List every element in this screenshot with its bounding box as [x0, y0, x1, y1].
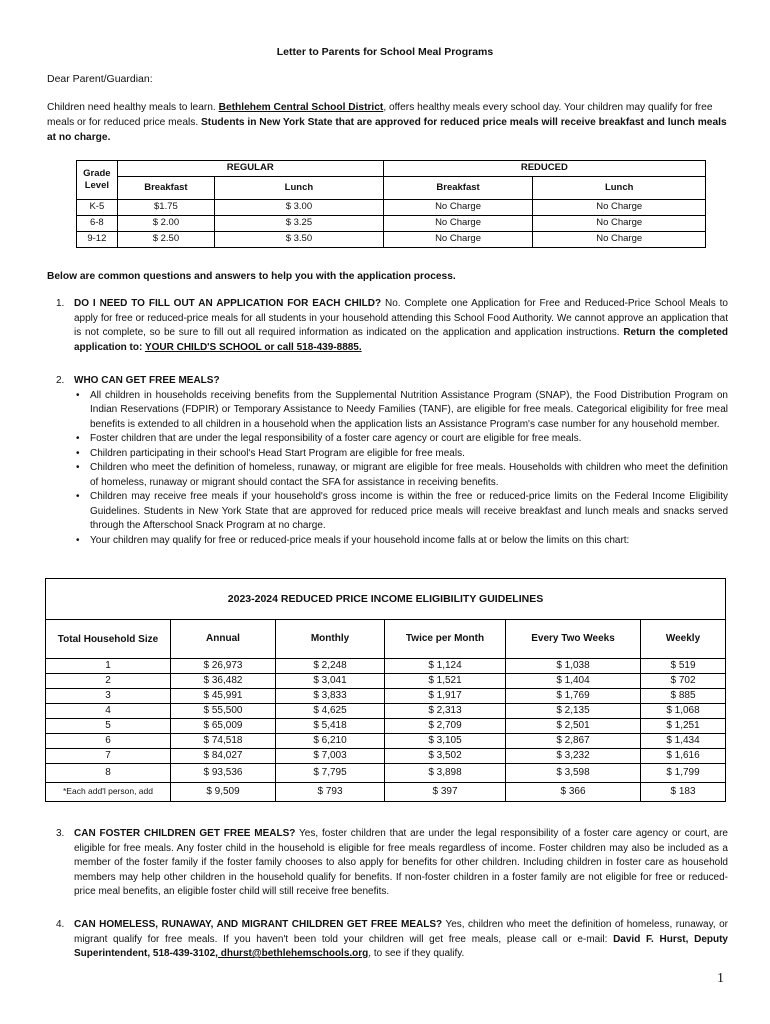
regular-breakfast-header: Breakfast	[117, 177, 214, 200]
column-header: Twice per Month	[385, 620, 506, 659]
column-header: Annual	[171, 620, 276, 659]
table-row	[46, 674, 726, 689]
regular-lunch-header: Lunch	[215, 177, 384, 200]
price-cell: No Charge	[533, 216, 706, 232]
table-cell: 4	[46, 704, 171, 719]
table-cell: $ 65,009	[171, 719, 276, 734]
intro-text-1: Children need healthy meals to learn.	[47, 102, 219, 113]
table-cell: $ 793	[276, 783, 385, 802]
answer-text: No. Complete one Application for Free and Reduced-Price School Meals to apply for free or reduced-price meals for all students in your household attending this School Food Authority. We cannot approve an application that is not complete, so be sure to fill out all required information as indicated on the application and application instructions.	[74, 298, 728, 338]
eligibility-title: 2023-2024 REDUCED PRICE INCOME ELIGIBILITY GUIDELINES	[46, 579, 726, 620]
table-cell: $ 2,135	[506, 704, 641, 719]
table-cell: $ 366	[506, 783, 641, 802]
regular-header: REGULAR	[117, 161, 383, 177]
price-cell: $ 2.00	[117, 216, 214, 232]
answer-text: Yes, foster children that are under the legal responsibility of a foster care agency or court, are eligible for free meals. Any foster child in the household is eligible for free meals regardless of income. Foster children may also be included as a member of the foster family if the foster family chooses to also apply for benefits for other children. Including children in foster care as household members may help other children in the household qualify for benefits. If non-foster children in a foster family are not eligible for free or reduced-price meal benefits, an eligible foster child will still receive free benefits.	[74, 828, 728, 897]
table-row	[46, 764, 726, 783]
price-cell: $ 3.50	[215, 232, 384, 248]
table-cell: 5	[46, 719, 171, 734]
table-row	[46, 704, 726, 719]
table-cell: $ 84,027	[171, 749, 276, 764]
table-cell: $ 4,625	[276, 704, 385, 719]
question-number: 3.	[56, 828, 65, 839]
table-cell: $ 183	[641, 783, 726, 802]
table-cell: $ 93,536	[171, 764, 276, 783]
column-header: Total Household Size	[46, 620, 171, 659]
page-number: 1	[717, 971, 724, 986]
list-item: • Your children may qualify for free or reduced-price meals if your household income falls at or below the limits on this chart:	[90, 534, 728, 549]
question-number: 4.	[56, 919, 65, 930]
table-row	[46, 719, 726, 734]
table-cell: $ 26,973	[171, 659, 276, 674]
column-header: Every Two Weeks	[506, 620, 641, 659]
table-cell: $ 5,418	[276, 719, 385, 734]
question-text: CAN HOMELESS, RUNAWAY, AND MIGRANT CHILDREN GET FREE MEALS?	[74, 919, 443, 930]
table-cell: $ 397	[385, 783, 506, 802]
table-row	[46, 659, 726, 674]
table-cell: $ 74,518	[171, 734, 276, 749]
table-row	[77, 200, 706, 216]
intro-bold-note: Students in New York State that are approved for reduced price meals will receive breakfast and lunch meals at no charge.	[47, 117, 727, 143]
table-cell: $ 3,105	[385, 734, 506, 749]
table-cell: 7	[46, 749, 171, 764]
table-cell: $ 2,248	[276, 659, 385, 674]
contact-email-link[interactable]: dhurst@bethlehemschools.org	[217, 948, 369, 959]
table-cell: $ 7,003	[276, 749, 385, 764]
table-cell: $ 2,501	[506, 719, 641, 734]
column-header: Weekly	[641, 620, 726, 659]
question-text: CAN FOSTER CHILDREN GET FREE MEALS?	[74, 828, 296, 839]
table-cell: $ 7,795	[276, 764, 385, 783]
table-cell: *Each add'l person, add	[46, 783, 171, 802]
table-cell: $ 1,799	[641, 764, 726, 783]
price-cell: No Charge	[533, 200, 706, 216]
question-number: 2.	[56, 375, 65, 386]
table-cell: $ 36,482	[171, 674, 276, 689]
table-cell: $ 1,616	[641, 749, 726, 764]
table-cell: $ 1,038	[506, 659, 641, 674]
grade-cell: 6-8	[77, 216, 118, 232]
question-text: WHO CAN GET FREE MEALS?	[74, 375, 220, 386]
table-cell: $ 1,251	[641, 719, 726, 734]
price-cell: No Charge	[533, 232, 706, 248]
district-name: Bethlehem Central School District	[218, 102, 384, 113]
intro-text-2: , offers healthy meals every school day. Your children may qualify for free meals or for reduced price meals.	[47, 102, 713, 128]
return-contact: YOUR CHILD'S SCHOOL or call 518-439-8885.	[144, 341, 362, 353]
price-cell: $1.75	[117, 200, 214, 216]
table-cell: 2	[46, 674, 171, 689]
table-cell: $ 1,769	[506, 689, 641, 704]
answer-end: , to see if they qualify.	[368, 948, 465, 959]
table-cell: $ 3,232	[506, 749, 641, 764]
table-cell: $ 9,509	[171, 783, 276, 802]
list-item: • All children in households receiving benefits from the Supplemental Nutrition Assistance Program (SNAP), the Food Distribution Program on Indian Reservations (FDPIR) or Temporary Assistance to Needy Families (TANF), are eligible for free meals. Categorical eligibility for free meal benefits is extended to all children in a household when the application lists an Assistance Program's case number for any household member.	[90, 389, 728, 433]
table-cell: $ 1,124	[385, 659, 506, 674]
question-2	[56, 374, 728, 548]
price-cell: No Charge	[383, 232, 533, 248]
list-item: • Children may receive free meals if your household's gross income is within the free or reduced-price limits on the Federal Income Eligibility Guidelines. Students in New York State that are approved for reduced price meals will receive breakfast and lunch meals and snacks served through the Afterschool Snack Program at no charge.	[90, 490, 728, 534]
reduced-header: REDUCED	[383, 161, 705, 177]
grade-level-header: Grade Level	[77, 161, 118, 200]
table-cell: $ 1,917	[385, 689, 506, 704]
table-cell: $ 2,313	[385, 704, 506, 719]
table-row	[46, 734, 726, 749]
table-row	[46, 749, 726, 764]
list-item: • Children participating in their school's Head Start Program are eligible for free meals.	[90, 447, 728, 462]
table-cell: $ 519	[641, 659, 726, 674]
table-cell: $ 1,404	[506, 674, 641, 689]
contact-name: David F. Hurst, Deputy Superintendent, 518-439-3102,	[74, 933, 728, 959]
eligibility-bullets	[74, 389, 728, 549]
income-eligibility-table	[45, 578, 726, 802]
meal-price-table	[76, 160, 706, 248]
table-cell: $ 3,598	[506, 764, 641, 783]
page-title: Letter to Parents for School Meal Programs	[276, 46, 494, 58]
table-cell: 1	[46, 659, 171, 674]
table-cell: $ 45,991	[171, 689, 276, 704]
question-4	[56, 918, 728, 962]
table-cell: $ 885	[641, 689, 726, 704]
list-item: • Foster children that are under the legal responsibility of a foster care agency or court are eligible for free meals.	[90, 432, 728, 447]
reduced-lunch-header: Lunch	[533, 177, 706, 200]
table-row	[77, 232, 706, 248]
table-cell: $ 1,521	[385, 674, 506, 689]
question-1	[56, 297, 728, 355]
grade-cell: 9-12	[77, 232, 118, 248]
table-cell: $ 1,434	[641, 734, 726, 749]
column-header: Monthly	[276, 620, 385, 659]
intro-paragraph	[47, 100, 729, 145]
return-note: Return the completed application to:	[74, 327, 728, 353]
price-cell: $ 3.25	[215, 216, 384, 232]
table-cell: $ 55,500	[171, 704, 276, 719]
table-cell: $ 3,898	[385, 764, 506, 783]
table-cell: $ 2,709	[385, 719, 506, 734]
price-cell: No Charge	[383, 216, 533, 232]
list-item: • Children who meet the definition of homeless, runaway, or migrant are eligible for free meals. Households with children who meet the definition of homeless, runaway or migrant should contact the SFA for assistance in receiving benefits.	[90, 461, 728, 490]
table-cell: $ 6,210	[276, 734, 385, 749]
table-cell: $ 3,041	[276, 674, 385, 689]
table-cell: $ 702	[641, 674, 726, 689]
salutation: Dear Parent/Guardian:	[47, 73, 153, 85]
reduced-breakfast-header: Breakfast	[383, 177, 533, 200]
table-cell: 8	[46, 764, 171, 783]
table-cell: 6	[46, 734, 171, 749]
table-row	[77, 216, 706, 232]
answer-text: Yes, children who meet the definition of homeless, runaway, or migrant qualify for free meals. If you haven't been told your children will get free meals, please call or e-mail:	[74, 919, 728, 945]
table-row	[46, 689, 726, 704]
table-cell: $ 3,502	[385, 749, 506, 764]
additional-person-row	[46, 783, 726, 802]
grade-cell: K-5	[77, 200, 118, 216]
qa-lead: Below are common questions and answers to help you with the application process.	[47, 271, 456, 282]
price-cell: No Charge	[383, 200, 533, 216]
table-cell: 3	[46, 689, 171, 704]
question-number: 1.	[56, 298, 65, 309]
table-cell: $ 3,833	[276, 689, 385, 704]
table-cell: $ 1,068	[641, 704, 726, 719]
price-cell: $ 2.50	[117, 232, 214, 248]
question-text: DO I NEED TO FILL OUT AN APPLICATION FOR EACH CHILD?	[74, 298, 382, 309]
question-3	[56, 827, 728, 900]
table-cell: $ 2,867	[506, 734, 641, 749]
price-cell: $ 3.00	[215, 200, 384, 216]
